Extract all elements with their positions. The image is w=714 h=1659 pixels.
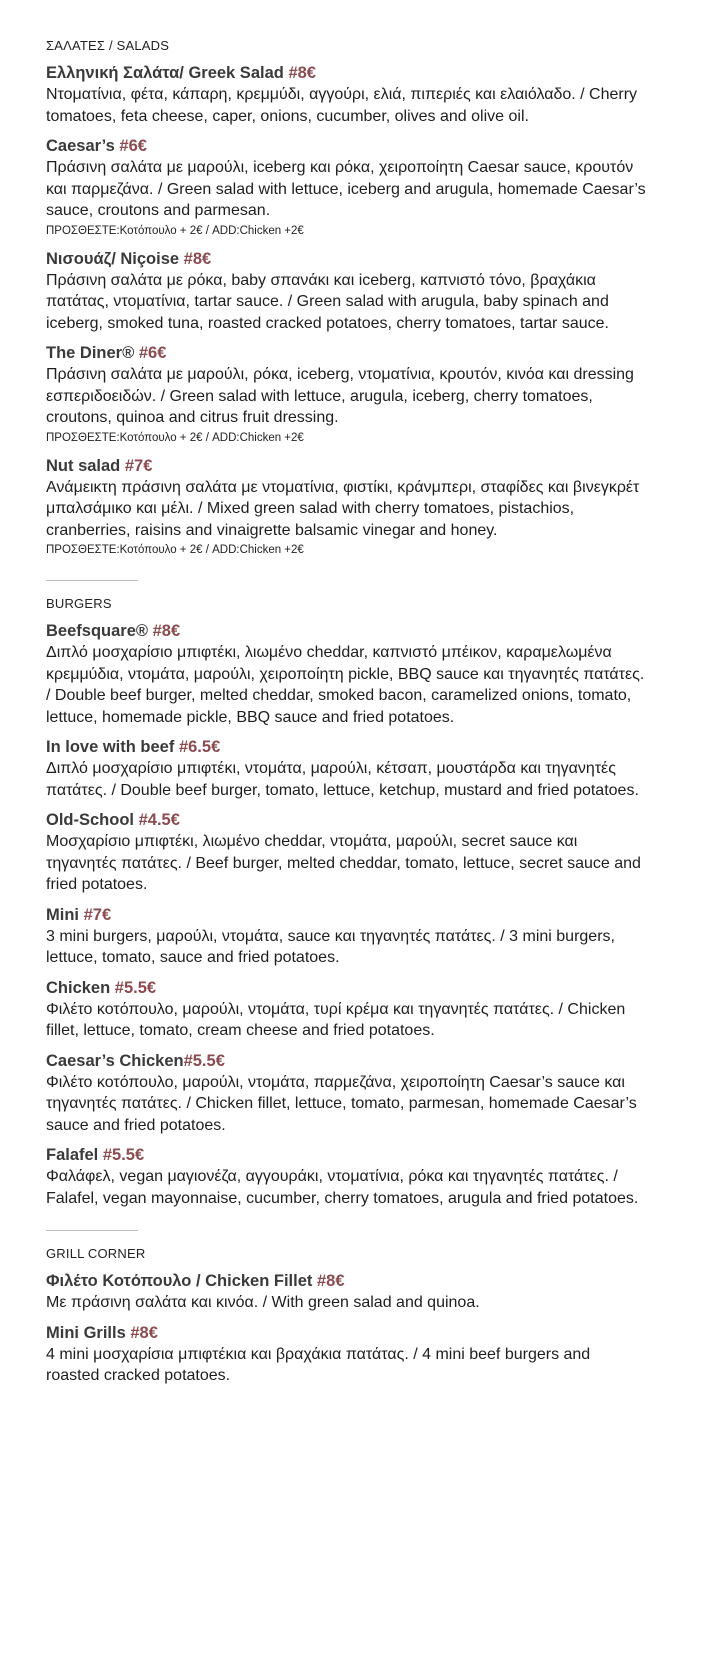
item-price: #6.5€ [178, 738, 221, 756]
item-name: Mini Grills [46, 1323, 126, 1342]
item-name: Mini [46, 905, 79, 924]
item-price: #8€ [317, 1272, 345, 1290]
section-divider [46, 580, 138, 581]
item-name: Nut salad [46, 456, 121, 475]
section-grill-corner [46, 1246, 714, 1387]
item-description: 3 mini burgers, μαρούλι, ντομάτα, sauce και τηγανητές πατάτες. / 3 mini burgers, lettuce, tomato, sauce and fried potatoes. [46, 927, 615, 966]
menu-item [46, 456, 714, 560]
menu-item [46, 343, 714, 447]
item-price: #5.5€ [102, 1146, 145, 1164]
item-description: 4 mini μοσχαρίσια μπιφτέκια και βραχάκια πατάτας. / 4 mini beef burgers and roasted cracked potatoes. [46, 1345, 591, 1384]
item-description: Ντοματίνια, φέτα, κάπαρη, κρεμμύδι, αγγούρι, ελιά, πιπεριές και ελαιόλαδο. / Cherry tomatoes, feta cheese, caper, onions, cucumber, olives and olive oil. [46, 86, 638, 125]
item-price: #8€ [130, 1323, 158, 1342]
menu-item [46, 810, 714, 896]
section-title: GRILL CORNER [46, 1246, 146, 1261]
item-price: #7€ [124, 456, 153, 475]
item-description: Φιλέτο κοτόπουλο, μαρούλι, ντομάτα, παρμεζάνα, χειροποίητη Caesar’s sauce και τηγανητές πατάτες. / Chicken fillet, lettuce, tomato, parmesan, homemade Caesar’s sauce and fried potatoes. [46, 1073, 637, 1134]
item-addon: ΠΡΟΣΘΕΣΤΕ:Κοτόπουλο + 2€ / ADD:Chicken +2€ [46, 224, 304, 237]
menu-item [46, 136, 714, 240]
item-description: Πράσινη σαλάτα με μαρούλι, iceberg και ρόκα, χειροποίητη Caesar sauce, κρουτόν και παρμεζάνα. / Green salad with lettuce, iceberg and arugula, homemade Caesar’s sauce, croutons and parmesan. [46, 159, 646, 219]
item-addon: ΠΡΟΣΘΕΣΤΕ:Κοτόπουλο + 2€ / ADD:Chicken +2€ [46, 431, 304, 444]
item-description: Φιλέτο κοτόπουλο, μαρούλι, ντομάτα, τυρί κρέμα και τηγανητές πατάτες. / Chicken fillet, lettuce, tomato, cream cheese and fried potatoes. [46, 1000, 626, 1039]
item-description: Πράσινη σαλάτα με ρόκα, baby σπανάκι και iceberg, καπνιστό τόνο, βραχάκια πατάτας, ντοματίνια, tartar sauce. / Green salad with arugula, baby spinach and iceberg, smoked tuna, roasted cracked potatoes, cherry tomatoes, tartar sauce. [46, 271, 609, 332]
item-price: #5.5€ [114, 978, 157, 997]
menu-item [46, 1271, 714, 1314]
section-divider [46, 1230, 138, 1231]
item-description: Ανάμεικτη πράσινη σαλάτα με ντοματίνια, φιστίκι, κράνμπερι, σταφίδες και βινεγκρέτ μπαλσάμικο και μέλι. / Mixed green salad with cherry tomatoes, pistachios, cranberries, raisins and vinaigrette balsamic vinegar and honey. [46, 478, 640, 539]
item-name: Νισουάζ/ Niçoise [46, 249, 180, 268]
item-description: Πράσινη σαλάτα με μαρούλι, ρόκα, iceberg, ντοματίνια, κρουτόν, κινόα και dressing εσπεριδοειδών. / Green salad with lettuce, arugula, iceberg, cherry tomatoes, croutons, quinoa and citrus fruit dressing. [46, 366, 634, 426]
item-description: Μοσχαρίσιο μπιφτέκι, λιωμένο cheddar, ντομάτα, μαρούλι, secret sauce και τηγανητές πατάτες. / Beef burger, melted cheddar, tomato, lettuce, secret sauce and fried potatoes. [46, 833, 641, 893]
item-price: #8€ [183, 249, 212, 268]
section-title: ΣΑΛΑΤΕΣ / SALADS [46, 38, 170, 53]
item-name: Old-School [46, 811, 134, 829]
item-price: #6€ [138, 344, 167, 362]
section-salads [46, 38, 714, 559]
menu-item [46, 1145, 714, 1209]
section-burgers [46, 596, 714, 1209]
item-name: Chicken [46, 978, 111, 997]
item-name: Caesar’s [46, 137, 115, 155]
item-description: Διπλό μοσχαρίσιο μπιφτέκι, ντομάτα, μαρούλι, κέτσαπ, μουστάρδα και τηγανητές πατάτες. / Double beef burger, tomato, lettuce, ketchup, mustard and fried potatoes. [46, 760, 639, 799]
item-name: Φιλέτο Κοτόπουλο / Chicken Fillet [46, 1272, 313, 1290]
item-price: #6€ [119, 137, 147, 155]
menu-item [46, 905, 714, 969]
item-price: #8€ [288, 64, 316, 82]
section-title: BURGERS [46, 596, 112, 611]
item-description: Διπλό μοσχαρίσιο μπιφτέκι, λιωμένο cheddar, καπνιστό μπέικον, καραμελωμένα κρεμμύδια, ντομάτα, μαρούλι, χειροποίητη pickle, BBQ sauce και τηγανητές πατάτες. / Double beef burger, melted cheddar, smoked bacon, caramelized onions, tomato, lettuce, homemade pickle, BBQ sauce and fried potatoes. [46, 644, 645, 726]
menu-item [46, 249, 714, 335]
item-price: #4.5€ [138, 811, 180, 829]
item-name: In love with beef [46, 738, 175, 756]
item-price: #5.5€ [183, 1051, 225, 1070]
item-price: #8€ [152, 622, 181, 640]
menu-item [46, 621, 714, 728]
item-description: Φαλάφελ, vegan μαγιονέζα, αγγουράκι, ντοματίνια, ρόκα και τηγανητές πατάτες. / Falafel, vegan mayonnaise, cucumber, cherry tomatoes, arugula and fried potatoes. [46, 1168, 639, 1207]
menu-item [46, 737, 714, 801]
item-description: Με πράσινη σαλάτα και κινόα. / With green salad and quinoa. [46, 1294, 480, 1311]
item-name: Ελληνική Σαλάτα/ Greek Salad [46, 64, 284, 82]
menu-item [46, 1051, 714, 1137]
item-name: Falafel [46, 1146, 99, 1164]
item-name: Caesar’s Chicken [46, 1051, 184, 1070]
menu-item [46, 63, 714, 127]
menu-item [46, 978, 714, 1042]
item-name: The Diner® [46, 344, 135, 362]
menu-item [46, 1323, 714, 1387]
item-name: Beefsquare® [46, 622, 149, 640]
item-price: #7€ [83, 905, 112, 924]
item-addon: ΠΡΟΣΘΕΣΤΕ:Κοτόπουλο + 2€ / ADD:Chicken +2€ [46, 544, 304, 556]
